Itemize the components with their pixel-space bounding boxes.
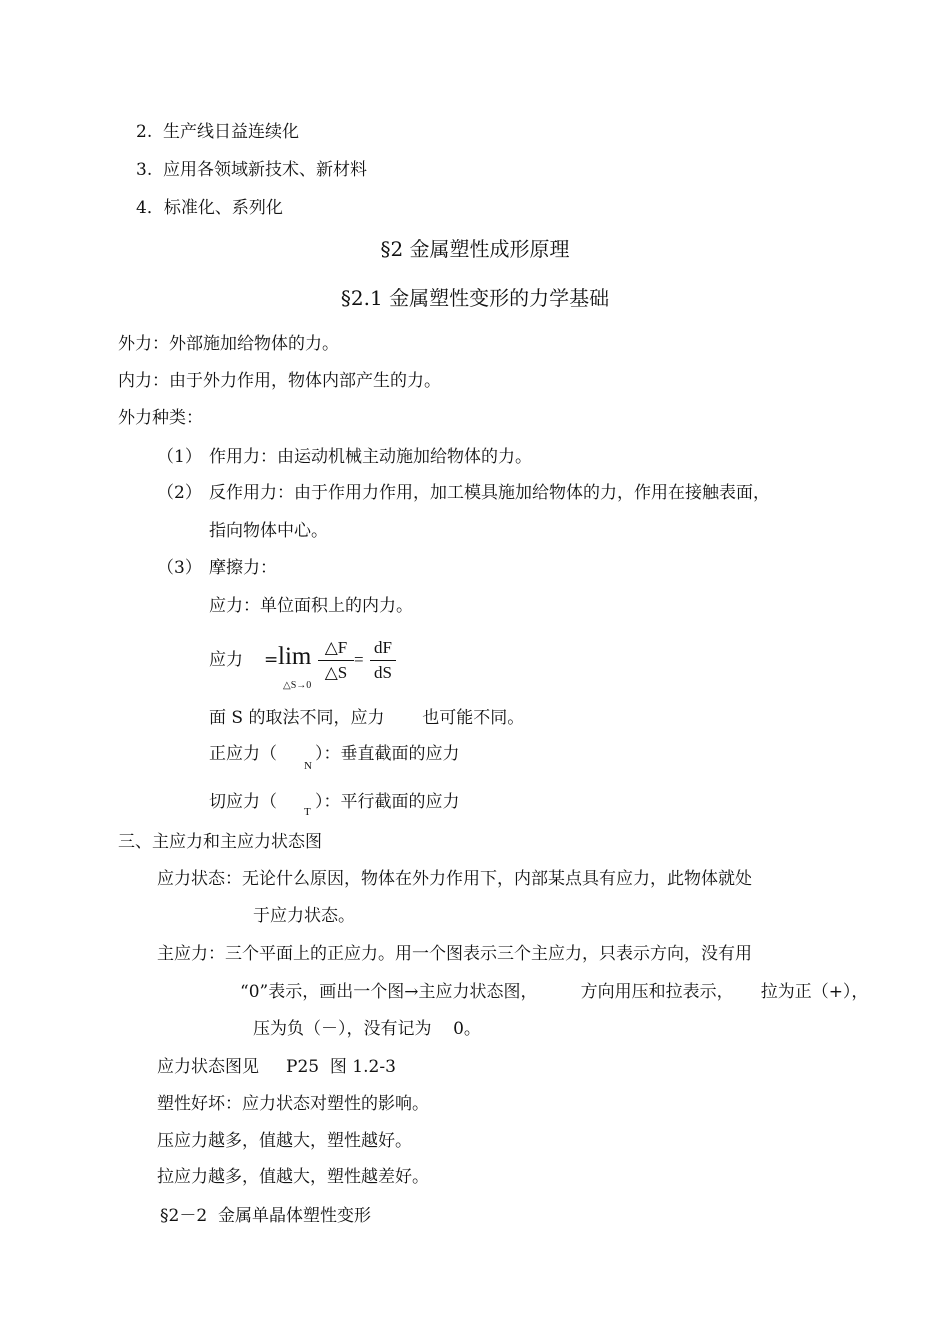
- principal-stress-line1: 主应力：三个平面上的正应力。用一个图表示三个主应力，只表示方向，没有用: [157, 944, 752, 964]
- formula-equals-2: =: [354, 650, 364, 669]
- fraction-bar: [318, 660, 354, 661]
- force-types-label: 外力种类：: [118, 408, 203, 428]
- plasticity-line: 压应力越多，值越大，塑性越好。: [157, 1131, 412, 1151]
- section3-title: 三、主应力和主应力状态图: [118, 832, 322, 852]
- stress-definition: 应力：单位面积上的内力。: [209, 596, 413, 616]
- lim-operator: lim: [278, 643, 312, 670]
- list-item-3: 3. 应用各领域新技术、新材料: [136, 160, 368, 180]
- force-type-number: （2）: [157, 483, 202, 503]
- external-force-definition: 外力：外部施加给物体的力。: [118, 334, 339, 354]
- lim-subscript: △S→0: [283, 680, 312, 691]
- stress-state-line1: 应力状态：无论什么原因，物体在外力作用下，内部某点具有应力，此物体就处: [157, 869, 752, 889]
- derivative-denominator: dS: [374, 663, 392, 682]
- derivative-bar: [370, 660, 396, 661]
- internal-force-definition: 内力：由于外力作用，物体内部产生的力。: [118, 371, 441, 391]
- shear-stress-label: 切应力（: [209, 792, 283, 812]
- plasticity-line: 拉应力越多，值越大，塑性越差好。: [157, 1167, 429, 1187]
- normal-stress-desc: ）：垂直截面的应力: [315, 744, 460, 764]
- force-type-text: 反作用力：由于作用力作用，加工模具施加给物体的力，作用在接触表面，: [209, 483, 770, 503]
- diagram-reference: 应力状态图见 P25 图 1.2-3: [157, 1057, 396, 1077]
- principal-stress-line2: “0”表示，画出一个图→主应力状态图， 方向用压和拉表示， 拉为正（+），: [240, 982, 869, 1002]
- principal-stress-line3: 压为负（－），没有记为 0。: [253, 1019, 481, 1039]
- stress-state-line2: 于应力状态。: [253, 906, 355, 926]
- normal-stress-label: 正应力（: [209, 744, 283, 764]
- list-item-4: 4．标准化、系列化: [136, 198, 283, 218]
- formula-equals: =: [264, 650, 279, 670]
- normal-stress-subscript: N: [304, 760, 312, 772]
- surface-note: 面 S 的取法不同，应力 也可能不同。: [209, 708, 525, 728]
- section-heading: §2.1 金属塑性变形的力学基础: [340, 286, 610, 310]
- force-type-number: （3）: [157, 558, 202, 578]
- force-type-text: 作用力：由运动机械主动施加给物体的力。: [209, 447, 532, 467]
- derivative-numerator: dF: [374, 638, 392, 657]
- force-type-text: 摩擦力：: [209, 558, 277, 578]
- fraction-numerator: △F: [324, 638, 348, 657]
- shear-stress-subscript: T: [304, 806, 311, 818]
- shear-stress-desc: ）：平行截面的应力: [315, 792, 460, 812]
- formula-lead: 应力: [209, 650, 243, 670]
- list-item-2: 2. 生产线日益连续化: [136, 122, 300, 142]
- plasticity-line: 塑性好坏：应力状态对塑性的影响。: [157, 1094, 429, 1114]
- chapter-heading: §2 金属塑性成形原理: [380, 237, 570, 261]
- next-section-heading: §2－2 金属单晶体塑性变形: [160, 1206, 371, 1226]
- force-type-number: （1）: [157, 447, 202, 467]
- force-type-continuation: 指向物体中心。: [209, 521, 328, 541]
- fraction-denominator: △S: [324, 663, 348, 682]
